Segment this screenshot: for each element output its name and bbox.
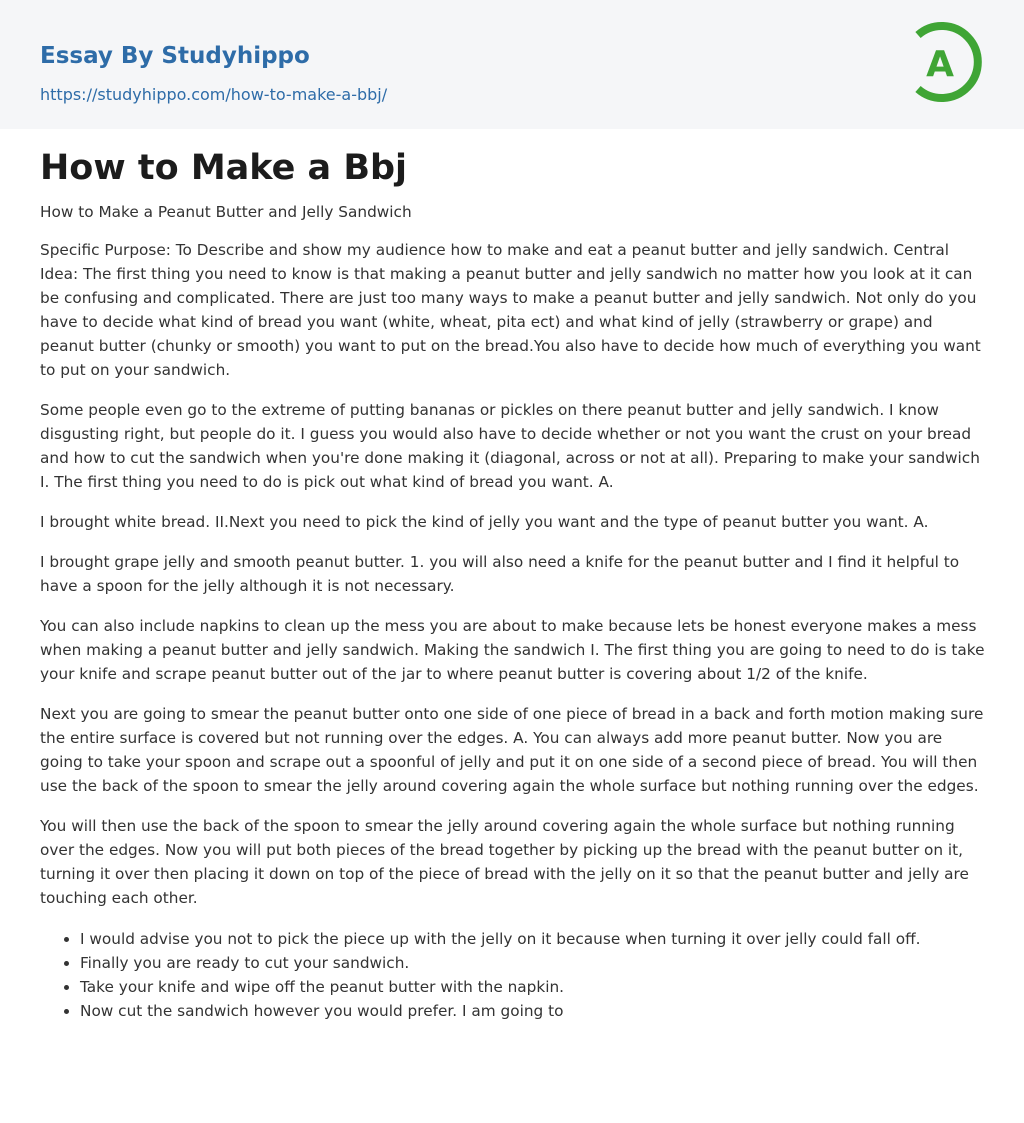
essay-subtitle: How to Make a Peanut Butter and Jelly Sandwich [40,203,412,221]
list-item: • I would advise you not to pick the piece up with the jelly on it because when turning it over jelly could fall off. [80,927,986,951]
site-header [0,0,1024,129]
list-item: • Take your knife and wipe off the peanut butter with the napkin. [80,975,986,999]
paragraph: Next you are going to smear the peanut butter onto one side of one piece of bread in a back and forth motion making sure the entire surface is covered but not running over the edges. A. You can always add more peanut butter. Now you are going to take your spoon and scrape out a spoonful of jelly and put it on one side of a second piece of bread. You will then use the back of the spoon to smear the jelly around covering again the whole surface but nothing running over the edges. [40,705,984,795]
studyhippo-logo-icon[interactable] [912,19,986,105]
paragraph: I brought white bread. II.Next you need to pick the kind of jelly you want and the type of peanut butter you want. A. [40,513,929,531]
list-item: • Finally you are ready to cut your sandwich. [80,951,986,975]
instruction-list [40,927,986,1023]
brand-title: Essay By Studyhippo [40,43,310,69]
list-item: • Now cut the sandwich however you would prefer. I am going to [80,999,986,1023]
paragraph: Specific Purpose: To Describe and show my audience how to make and eat a peanut butter and jelly sandwich. Central Idea: The first thing you need to know is that making a peanut butter and jelly sandwich no matter how you look at it can be confusing and complicated. There are just too many ways to make a peanut butter and jelly sandwich. Not only do you have to decide what kind of bread you want (white, wheat, pita ect) and what kind of jelly (strawberry or grape) and peanut butter (chunky or smooth) you want to put on the bread.You also have to decide how much of everything you want to put on your sandwich. [40,241,981,379]
paragraph: I brought grape jelly and smooth peanut butter. 1. you will also need a knife for the peanut butter and I find it helpful to have a spoon for the jelly although it is not necessary. [40,553,960,595]
paragraph: You can also include napkins to clean up the mess you are about to make because lets be honest everyone makes a mess when making a peanut butter and jelly sandwich. Making the sandwich I. The first thing you are going to need to do is take your knife and scrape peanut butter out of the jar to where peanut butter is covering about 1/2 of the knife. [40,617,985,683]
logo-letter: A [926,44,954,85]
page-title: How to Make a Bbj [40,148,408,188]
essay-content [40,129,986,1023]
paragraph: You will then use the back of the spoon to smear the jelly around covering again the whole surface but nothing running over the edges. Now you will put both pieces of the bread together by picking up the bread with the peanut butter on it, turning it over then placing it down on top of the piece of bread with the jelly on it so that the peanut butter and jelly are touching each other. [40,817,969,907]
paragraph: Some people even go to the extreme of putting bananas or pickles on there peanut butter and jelly sandwich. I know disgusting right, but people do it. I guess you would also have to decide whether or not you want the crust on your bread and how to cut the sandwich when you're done making it (diagonal, across or not at all). Preparing to make your sandwich I. The first thing you need to do is pick out what kind of bread you want. A. [40,401,980,491]
essay-url-link[interactable]: https://studyhippo.com/how-to-make-a-bbj/ [40,85,388,104]
